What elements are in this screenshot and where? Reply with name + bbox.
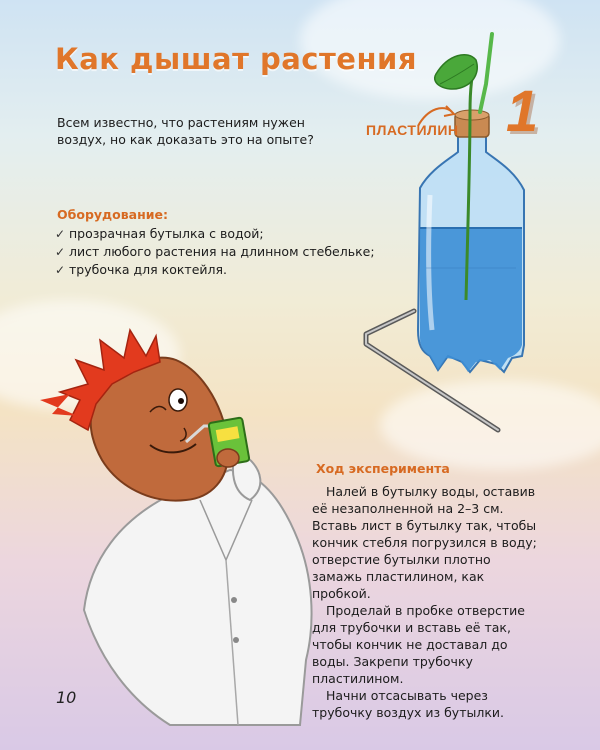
page-title: Как дышат растения [55, 42, 417, 76]
procedure-paragraph: Начни отсасывать через трубочку воздух из бутылки. [312, 688, 504, 720]
list-item: ✓ прозрачная бутылка с водой; [55, 226, 264, 241]
check-icon: ✓ [55, 227, 66, 241]
procedure-heading: Ход эксперимента [316, 461, 450, 476]
page-number: 10 [56, 688, 77, 707]
list-item: ✓ лист любого растения на длинном стебельке; [55, 244, 375, 259]
step-number: 1 [506, 79, 539, 144]
equipment-heading: Оборудование: [57, 207, 168, 222]
list-item: ✓ трубочка для коктейля. [55, 262, 227, 277]
procedure-paragraph: Налей в бутылку воды, оставив её незаполненной на 2–3 см. Вставь лист в бутылку так, чтобы кончик стебля погрузился в воду; отверстие бутылки плотно замажь пластилином, как пробкой. [312, 484, 537, 601]
coat-button [233, 637, 239, 643]
procedure-text [312, 483, 537, 721]
scientist-illustration [40, 330, 312, 725]
plasticine-label: ПЛАСТИЛИН [366, 122, 459, 138]
check-icon: ✓ [55, 245, 66, 259]
coat-button [231, 597, 237, 603]
intro-text: Всем известно, что растениям нужен воздух, но как доказать это на опыте? [57, 115, 314, 147]
procedure-paragraph: Проделай в пробке отверстие для трубочки и вставь её так, чтобы кончик не доставал до воды. Закрепи трубочку пластилином. [312, 603, 525, 686]
check-icon: ✓ [55, 263, 66, 277]
